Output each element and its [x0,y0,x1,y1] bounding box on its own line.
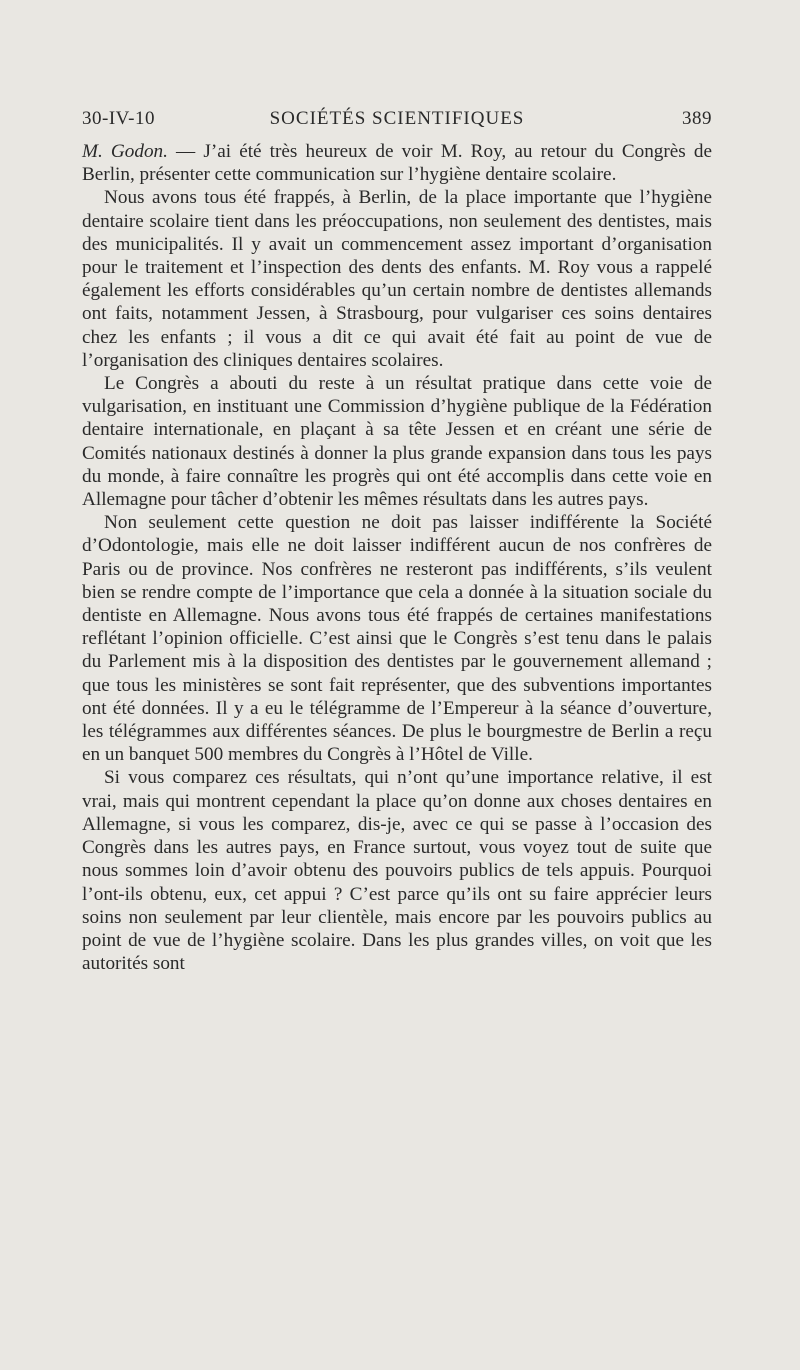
paragraph-4: Non seulement cette question ne doit pas laisser indifférente la Société d’Odontologie, mais elle ne doit laisser indifférent aucun de nos confrères de Paris ou de province. Nos confrères ne resteront pas indifférents, s’ils veulent bien se rendre compte de l’importance que cela a donnée à la situation sociale du dentiste en Allemagne. Nous avons tous été frappés de certaines manifestations reflétant l’opinion officielle. C’est ainsi que le Congrès s’est tenu dans le palais du Parlement mis à la disposition des dentistes par le gouvernement allemand ; que tous les ministères se sont fait représenter, que des subventions importantes ont été données. Il y a eu le télégramme de l’Empereur à la séance d’ouverture, les télégrammes aux différentes séances. De plus le bourgmestre de Berlin a reçu en un banquet 500 membres du Congrès à l’Hôtel de Ville. [82,512,712,766]
header-date: 30-IV-10 [82,108,155,129]
speaker-name: M. Godon. [82,141,168,162]
paragraph-2: Nous avons tous été frappés, à Berlin, de la place importante que l’hygiène dentaire scolaire tient dans les préoccupations, non seulement des dentistes, mais des municipalités. Il y avait un commencement assez important d’organisation pour le traitement et l’inspection des dents des enfants. M. Roy vous a rappelé également les efforts considérables qu’un certain nombre de dentistes allemands ont faits, notamment Jessen, à Strasbourg, pour vulgariser ces soins dentaires chez les enfants ; il vous a dit ce qui avait été fait au point de vue de l’organisation des cliniques dentaires scolaires. [82,187,712,371]
paragraph-3: Le Congrès a abouti du reste à un résultat pratique dans cette voie de vulgarisation, en instituant une Commission d’hygiène publique de la Fédération dentaire internationale, en plaçant à sa tête Jessen et en créant une série de Comités nationaux destinés à donner la plus grande expansion dans tous les pays du monde, à faire connaître les progrès qui ont été accomplis dans cette voie en Allemagne pour tâcher d’obtenir les mêmes résultats dans les autres pays. [82,373,712,511]
paragraph-1-text: — J’ai été très heureux de voir M. Roy, au retour du Congrès de Berlin, présenter cette communication sur l’hygiène dentaire scolaire. [82,141,712,186]
body-text [82,140,712,975]
running-header [82,108,712,138]
paragraph-5: Si vous comparez ces résultats, qui n’ont qu’une importance relative, il est vrai, mais qui montrent cependant la place qu’on donne aux choses dentaires en Allemagne, si vous les comparez, dis-je, avec ce qui se passe à l’occasion des Congrès dans les autres pays, en France surtout, vous voyez tout de suite que nous sommes loin d’avoir obtenu des pouvoirs publics de tels appuis. Pourquoi l’ont-ils obtenu, eux, cet appui ? C’est parce qu’ils ont su faire apprécier leurs soins non seulement par leur clientèle, mais encore par les pouvoirs publics au point de vue de l’hygiène scolaire. Dans les plus grandes villes, on voit que les autorités sont [82,767,712,975]
header-title: SOCIÉTÉS SCIENTIFIQUES [269,108,525,129]
paragraph-1 [82,140,712,186]
page-number: 389 [682,108,712,129]
